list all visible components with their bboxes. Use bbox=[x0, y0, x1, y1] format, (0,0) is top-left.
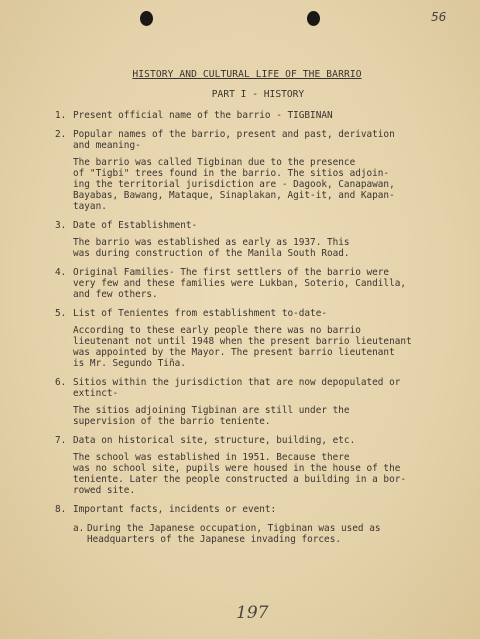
page-number: 56 bbox=[431, 10, 447, 24]
item-number: 7. bbox=[55, 435, 67, 446]
list-item bbox=[55, 308, 465, 369]
list-item bbox=[55, 129, 465, 212]
item-number: 4. bbox=[55, 267, 67, 278]
item-paragraph: The school was established in 1951. Because there was no school site, pupils were housed in the house of the teniente. Later the people constructed a building in a bor- rowed site. bbox=[73, 452, 407, 496]
item-number: 5. bbox=[55, 308, 67, 319]
item-heading: Data on historical site, structure, building, etc. bbox=[73, 435, 356, 446]
item-heading: Present official name of the barrio - TIGBINAN bbox=[73, 110, 333, 121]
item-paragraph: The barrio was called Tigbinan due to the presence of "Tigbi" trees found in the barrio. The sitios adjoin- ing the territorial jurisdiction are - Dagook, Canapawan, Bayabas, Bawang, Mataque, Sinaplakan, Agit-it, and Kapan- tayan. bbox=[73, 157, 395, 212]
item-number: 6. bbox=[55, 377, 67, 388]
document-body bbox=[55, 110, 465, 553]
punch-hole-left bbox=[140, 11, 153, 26]
item-heading: Important facts, incidents or event: bbox=[73, 504, 277, 515]
item-heading: Sitios within the jurisdiction that are now depopulated or extinct- bbox=[73, 377, 401, 399]
sub-item bbox=[73, 523, 465, 545]
item-heading: Popular names of the barrio, present and past, derivation and meaning- bbox=[73, 129, 395, 151]
item-paragraph: According to these early people there was no barrio lieutenant not until 1948 when the present barrio lieutenant was appointed by the Mayor. The present barrio lieutenant is Mr. Segundo Tiña. bbox=[73, 325, 412, 369]
sub-item-text: During the Japanese occupation, Tigbinan was used as Headquarters of the Japanese invading forces. bbox=[87, 523, 381, 545]
footer-number: 197 bbox=[236, 603, 269, 623]
item-paragraph: The barrio was established as early as 1937. This was during construction of the Manila South Road. bbox=[73, 237, 350, 259]
list-item bbox=[55, 220, 465, 259]
document-title: HISTORY AND CULTURAL LIFE OF THE BARRIO bbox=[132, 69, 362, 80]
item-heading: Original Families- The first settlers of the barrio were very few and these families were Lukban, Soterio, Candilla, and few others. bbox=[73, 267, 407, 300]
list-item bbox=[55, 435, 465, 496]
item-number: 2. bbox=[55, 129, 67, 140]
sub-item-letter: a. bbox=[73, 523, 85, 534]
list-item bbox=[55, 110, 465, 121]
item-heading: List of Tenientes from establishment to-date- bbox=[73, 308, 327, 319]
item-number: 3. bbox=[55, 220, 67, 231]
list-item bbox=[55, 267, 465, 300]
item-heading: Date of Establishment- bbox=[73, 220, 198, 231]
part-heading: PART I - HISTORY bbox=[211, 89, 305, 100]
list-item bbox=[55, 504, 465, 545]
punch-hole-right bbox=[307, 11, 320, 26]
item-number: 8. bbox=[55, 504, 67, 515]
list-item bbox=[55, 377, 465, 427]
item-number: 1. bbox=[55, 110, 67, 121]
item-paragraph: The sitios adjoining Tigbinan are still under the supervision of the barrio teniente. bbox=[73, 405, 350, 427]
